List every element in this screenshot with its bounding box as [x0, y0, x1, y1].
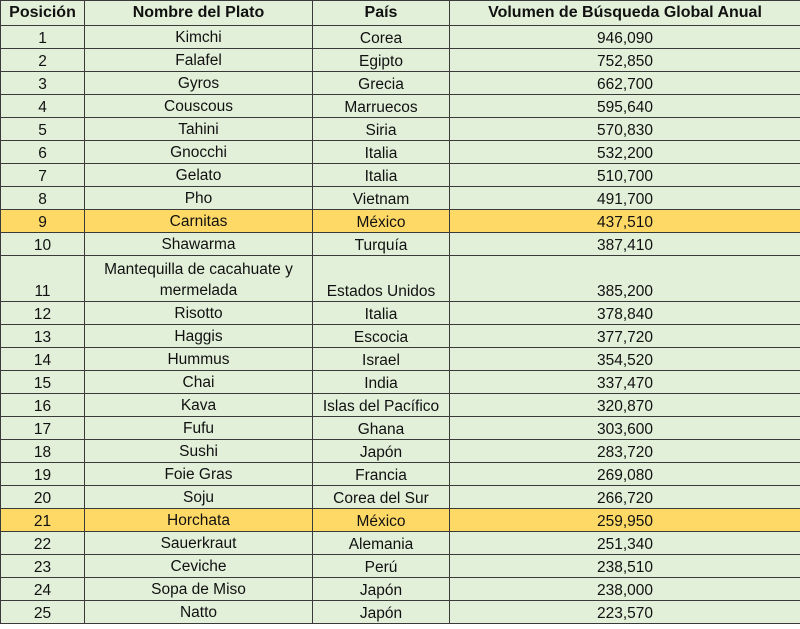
cell-position: 16 — [1, 394, 85, 417]
header-country: País — [313, 1, 450, 26]
cell-country: Ghana — [313, 417, 450, 440]
cell-position: 18 — [1, 440, 85, 463]
cell-country: Grecia — [313, 72, 450, 95]
cell-volume: 532,200 — [450, 141, 800, 164]
cell-position: 25 — [1, 601, 85, 624]
cell-position: 9 — [1, 210, 85, 233]
cell-country: Italia — [313, 302, 450, 325]
cell-country: Turquía — [313, 233, 450, 256]
cell-volume: 269,080 — [450, 463, 800, 486]
table-row — [1, 49, 800, 72]
cell-country: India — [313, 371, 450, 394]
cell-dish: Gyros — [85, 72, 313, 95]
cell-dish: Sauerkraut — [85, 532, 313, 555]
cell-country: Japón — [313, 578, 450, 601]
cell-volume: 303,600 — [450, 417, 800, 440]
table-row — [1, 72, 800, 95]
cell-country: Italia — [313, 141, 450, 164]
table-row — [1, 509, 800, 532]
cell-country: Egipto — [313, 49, 450, 72]
cell-volume: 251,340 — [450, 532, 800, 555]
cell-dish: Hummus — [85, 348, 313, 371]
cell-volume: 387,410 — [450, 233, 800, 256]
cell-country: Marruecos — [313, 95, 450, 118]
cell-volume: 385,200 — [450, 256, 800, 302]
cell-volume: 238,000 — [450, 578, 800, 601]
cell-dish: Kimchi — [85, 26, 313, 49]
cell-country: Japón — [313, 601, 450, 624]
table-row — [1, 141, 800, 164]
table-row — [1, 256, 800, 302]
table-row — [1, 417, 800, 440]
cell-volume: 337,470 — [450, 371, 800, 394]
table-row — [1, 95, 800, 118]
table-row — [1, 164, 800, 187]
cell-position: 1 — [1, 26, 85, 49]
table-row — [1, 486, 800, 509]
cell-position: 24 — [1, 578, 85, 601]
cell-position: 15 — [1, 371, 85, 394]
cell-position: 6 — [1, 141, 85, 164]
cell-country: Siria — [313, 118, 450, 141]
table-row — [1, 118, 800, 141]
cell-country: Corea — [313, 26, 450, 49]
cell-dish: Soju — [85, 486, 313, 509]
cell-dish: Haggis — [85, 325, 313, 348]
cell-position: 3 — [1, 72, 85, 95]
cell-dish: Mantequilla de cacahuate y mermelada — [85, 256, 313, 302]
cell-position: 14 — [1, 348, 85, 371]
table-row — [1, 578, 800, 601]
cell-volume: 377,720 — [450, 325, 800, 348]
cell-dish: Risotto — [85, 302, 313, 325]
cell-dish: Shawarma — [85, 233, 313, 256]
cell-volume: 570,830 — [450, 118, 800, 141]
cell-position: 4 — [1, 95, 85, 118]
cell-volume: 491,700 — [450, 187, 800, 210]
cell-country: Israel — [313, 348, 450, 371]
cell-volume: 378,840 — [450, 302, 800, 325]
header-dish: Nombre del Plato — [85, 1, 313, 26]
cell-volume: 266,720 — [450, 486, 800, 509]
cell-country: Corea del Sur — [313, 486, 450, 509]
cell-dish: Gelato — [85, 164, 313, 187]
cell-dish: Couscous — [85, 95, 313, 118]
cell-volume: 510,700 — [450, 164, 800, 187]
cell-country: Japón — [313, 440, 450, 463]
cell-volume: 354,520 — [450, 348, 800, 371]
table-body — [1, 26, 800, 624]
cell-dish: Ceviche — [85, 555, 313, 578]
cell-dish: Fufu — [85, 417, 313, 440]
table-row — [1, 532, 800, 555]
cell-country: Italia — [313, 164, 450, 187]
cell-dish: Kava — [85, 394, 313, 417]
cell-position: 17 — [1, 417, 85, 440]
cell-dish: Pho — [85, 187, 313, 210]
cell-volume: 283,720 — [450, 440, 800, 463]
cell-dish: Horchata — [85, 509, 313, 532]
table-row — [1, 187, 800, 210]
cell-dish: Gnocchi — [85, 141, 313, 164]
cell-country: Perú — [313, 555, 450, 578]
cell-position: 21 — [1, 509, 85, 532]
cell-position: 13 — [1, 325, 85, 348]
table-row — [1, 463, 800, 486]
table-row — [1, 394, 800, 417]
cell-position: 19 — [1, 463, 85, 486]
cell-volume: 595,640 — [450, 95, 800, 118]
cell-dish: Falafel — [85, 49, 313, 72]
cell-dish: Natto — [85, 601, 313, 624]
header-position: Posición — [1, 1, 85, 26]
cell-dish: Carnitas — [85, 210, 313, 233]
cell-dish: Tahini — [85, 118, 313, 141]
cell-position: 12 — [1, 302, 85, 325]
cell-dish: Sushi — [85, 440, 313, 463]
table-row — [1, 440, 800, 463]
cell-position: 11 — [1, 256, 85, 302]
cell-dish: Foie Gras — [85, 463, 313, 486]
cell-dish: Chai — [85, 371, 313, 394]
cell-volume: 223,570 — [450, 601, 800, 624]
cell-country: México — [313, 210, 450, 233]
cell-country: Escocia — [313, 325, 450, 348]
table-row — [1, 233, 800, 256]
cell-position: 23 — [1, 555, 85, 578]
cell-position: 20 — [1, 486, 85, 509]
header-volume: Volumen de Búsqueda Global Anual — [450, 1, 800, 26]
cell-volume: 238,510 — [450, 555, 800, 578]
table-row — [1, 601, 800, 624]
table-row — [1, 555, 800, 578]
header-row — [1, 1, 800, 26]
table-row — [1, 348, 800, 371]
cell-volume: 259,950 — [450, 509, 800, 532]
table-row — [1, 325, 800, 348]
cell-country: Estados Unidos — [313, 256, 450, 302]
cell-volume: 946,090 — [450, 26, 800, 49]
table-row — [1, 371, 800, 394]
table-row — [1, 26, 800, 49]
cell-position: 8 — [1, 187, 85, 210]
cell-country: Francia — [313, 463, 450, 486]
cell-position: 5 — [1, 118, 85, 141]
cell-country: México — [313, 509, 450, 532]
cell-position: 22 — [1, 532, 85, 555]
cell-position: 2 — [1, 49, 85, 72]
cell-dish: Sopa de Miso — [85, 578, 313, 601]
cell-position: 10 — [1, 233, 85, 256]
cell-country: Islas del Pacífico — [313, 394, 450, 417]
table-row — [1, 210, 800, 233]
cell-volume: 437,510 — [450, 210, 800, 233]
table-row — [1, 302, 800, 325]
cell-country: Alemania — [313, 532, 450, 555]
cell-volume: 752,850 — [450, 49, 800, 72]
cell-volume: 320,870 — [450, 394, 800, 417]
cell-position: 7 — [1, 164, 85, 187]
cell-country: Vietnam — [313, 187, 450, 210]
cell-volume: 662,700 — [450, 72, 800, 95]
